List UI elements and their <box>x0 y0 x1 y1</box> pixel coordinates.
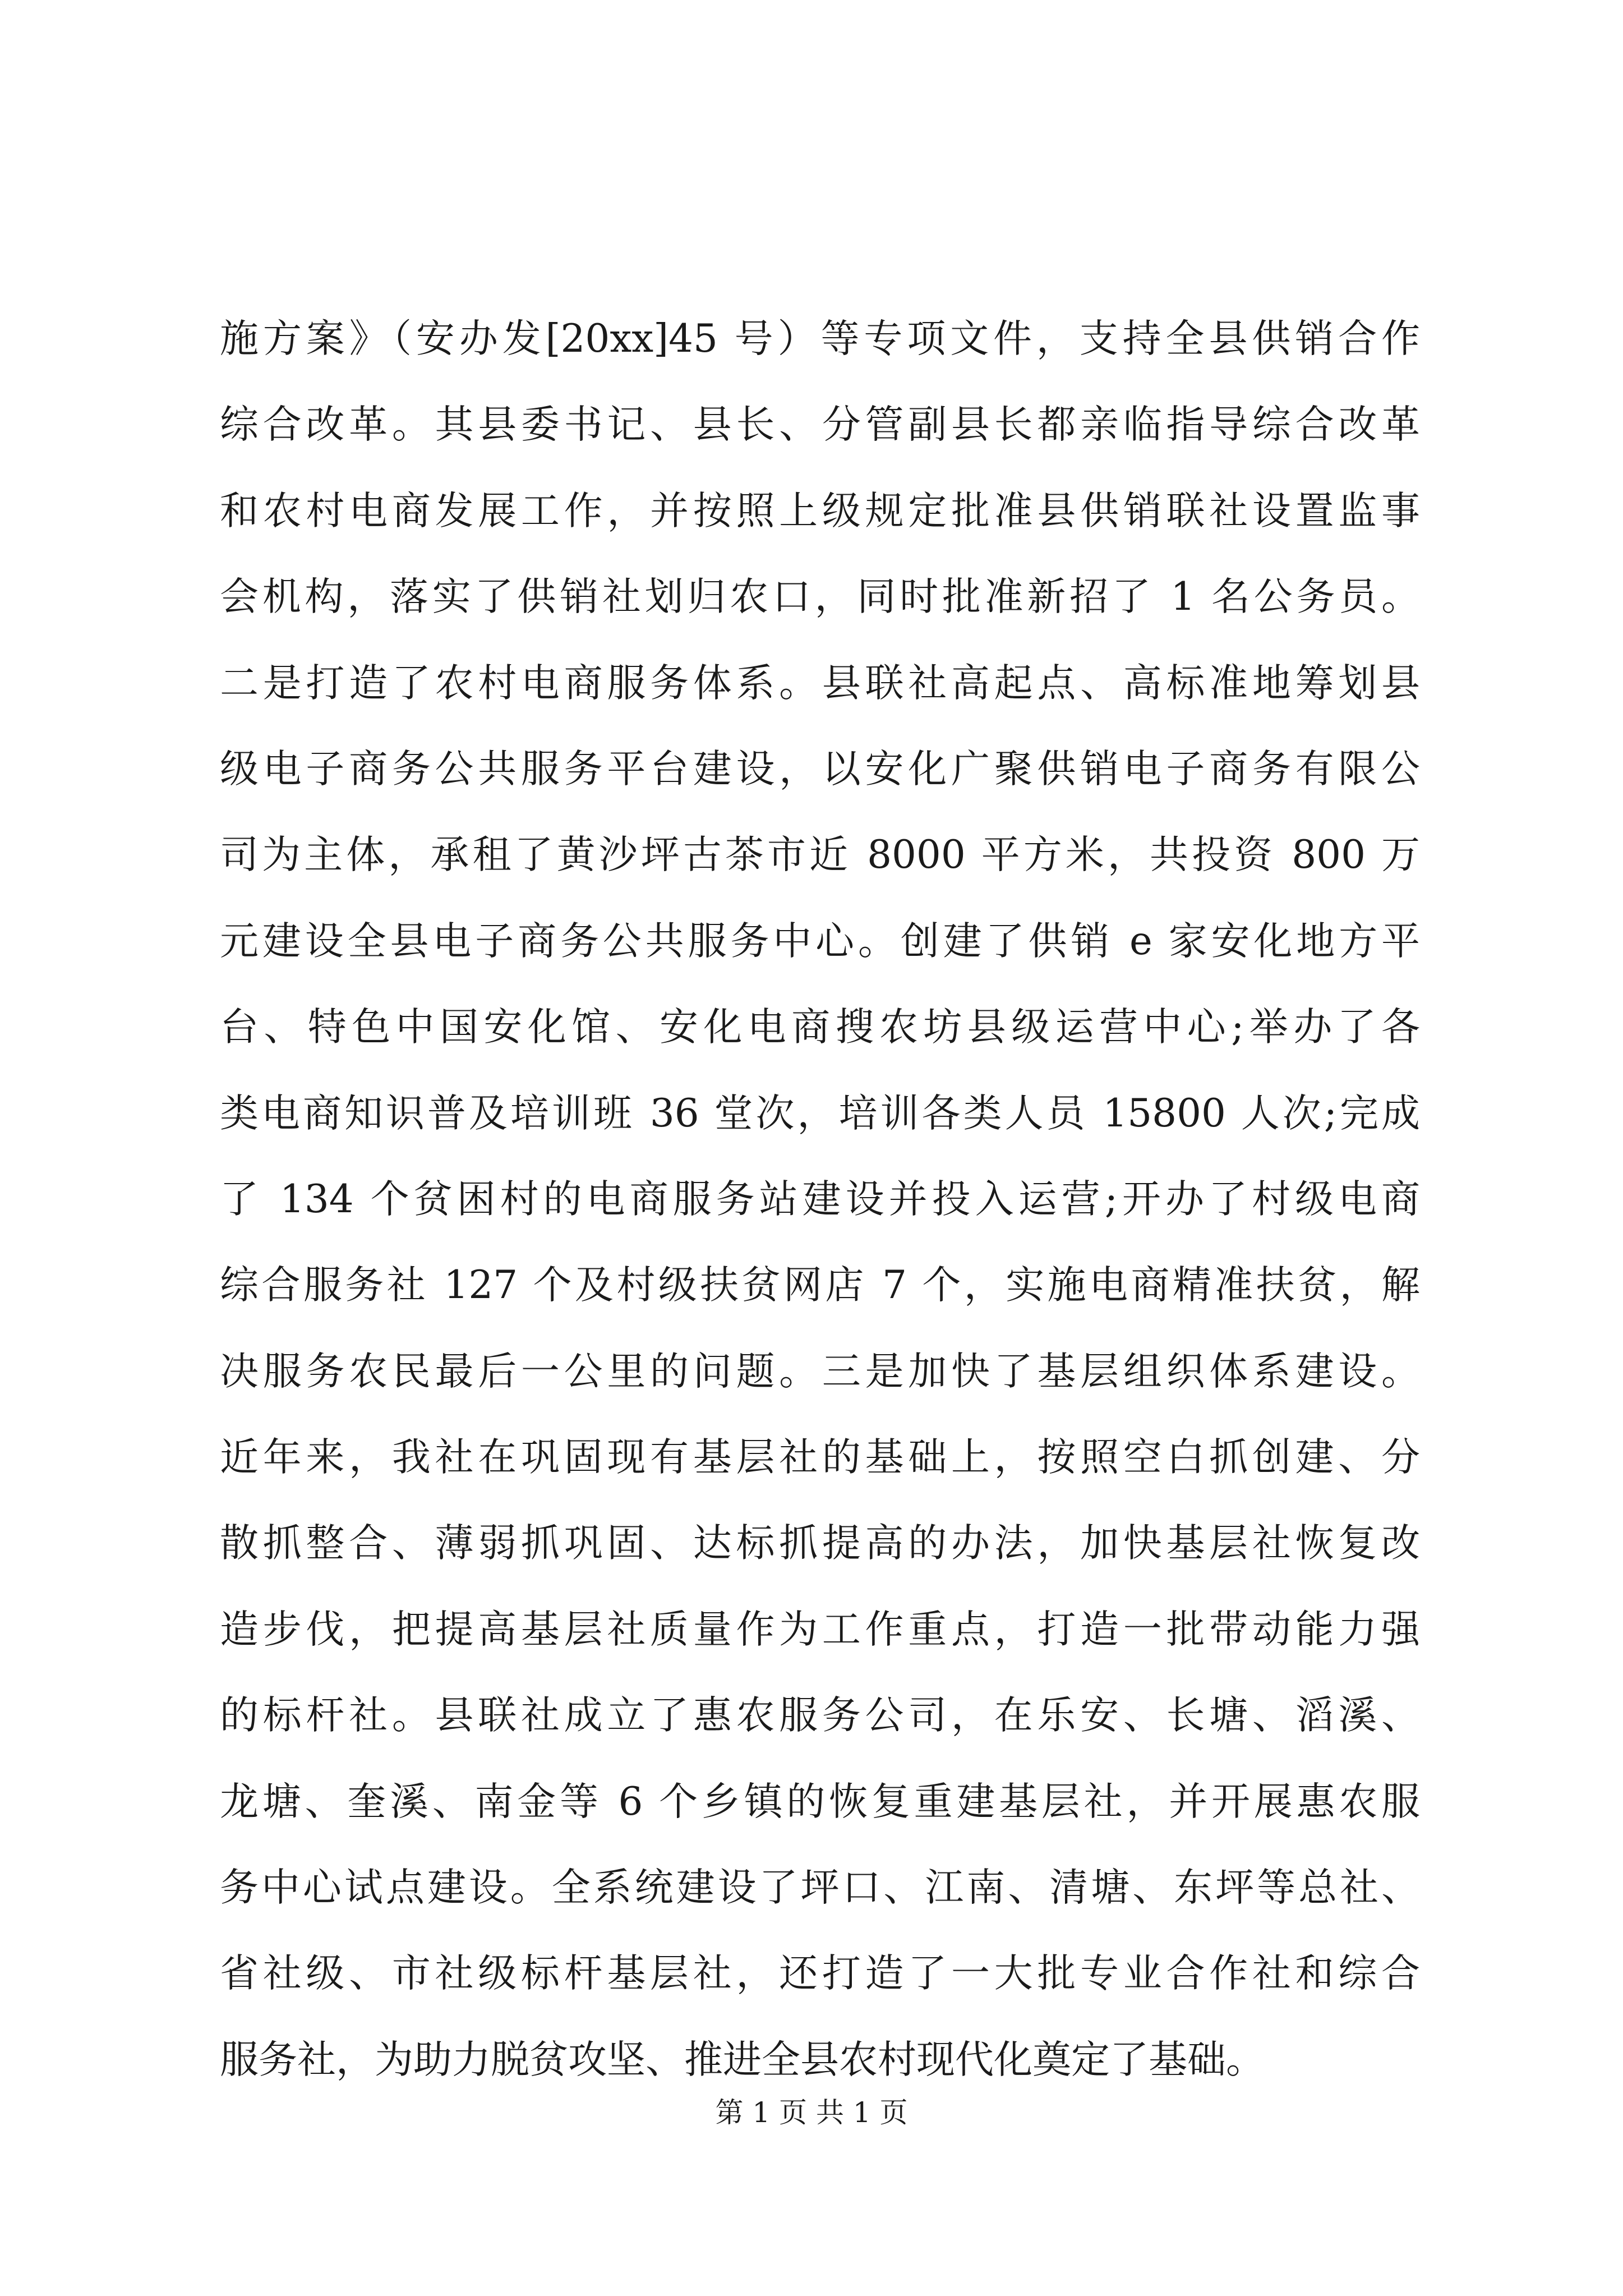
text-line: 类电商知识普及培训班 36 堂次，培训各类人员 15800 人次;完成 <box>220 1091 1420 1136</box>
text-line: 会机构，落实了供销社划归农口，同时批准新招了 1 名公务员。 <box>220 574 1420 620</box>
text-line: 务中心试点建设。全系统建设了坪口、江南、清塘、东坪等总社、 <box>220 1865 1420 1911</box>
text-line: 级电子商务公共服务平台建设，以安化广聚供销电子商务有限公 <box>220 746 1420 792</box>
text-line: 了 134 个贫困村的电商服务站建设并投入运营;开办了村级电商 <box>220 1176 1420 1222</box>
text-line: 元建设全县电子商务公共服务中心。创建了供销 e 家安化地方平 <box>220 918 1420 964</box>
text-line: 的标杆社。县联社成立了惠农服务公司，在乐安、长塘、滔溪、 <box>220 1693 1420 1738</box>
text-line: 二是打造了农村电商服务体系。县联社高起点、高标准地筹划县 <box>220 660 1420 706</box>
page-footer: 第 1 页 共 1 页 <box>715 2096 908 2129</box>
text-line: 散抓整合、薄弱抓巩固、达标抓提高的办法，加快基层社恢复改 <box>220 1521 1420 1566</box>
text-line: 司为主体，承租了黄沙坪古茶市近 8000 平方米，共投资 800 万 <box>220 832 1420 878</box>
text-line: 决服务农民最后一公里的问题。三是加快了基层组织体系建设。 <box>220 1349 1420 1394</box>
text-line: 造步伐，把提高基层社质量作为工作重点，打造一批带动能力强 <box>220 1607 1420 1652</box>
text-line: 台、特色中国安化馆、安化电商搜农坊县级运营中心;举办了各 <box>220 1005 1420 1050</box>
text-line: 近年来，我社在巩固现有基层社的基础上，按照空白抓创建、分 <box>220 1435 1420 1480</box>
text-line: 施方案》（安办发[20xx]45 号）等专项文件，支持全县供销合作 <box>220 316 1420 361</box>
text-line: 龙塘、奎溪、南金等 6 个乡镇的恢复重建基层社，并开展惠农服 <box>220 1779 1420 1824</box>
body-paragraph <box>220 296 1420 2103</box>
text-line: 省社级、市社级标杆基层社，还打造了一大批专业合作社和综合 <box>220 1951 1420 1996</box>
text-line: 和农村电商发展工作，并按照上级规定批准县供销联社设置监事 <box>220 488 1420 533</box>
text-line: 服务社，为助力脱贫攻坚、推进全县农村现代化奠定了基础。 <box>220 2037 1265 2082</box>
text-line: 综合服务社 127 个及村级扶贫网店 7 个，实施电商精准扶贫，解 <box>220 1263 1420 1308</box>
text-line: 综合改革。其县委书记、县长、分管副县长都亲临指导综合改革 <box>220 402 1420 448</box>
